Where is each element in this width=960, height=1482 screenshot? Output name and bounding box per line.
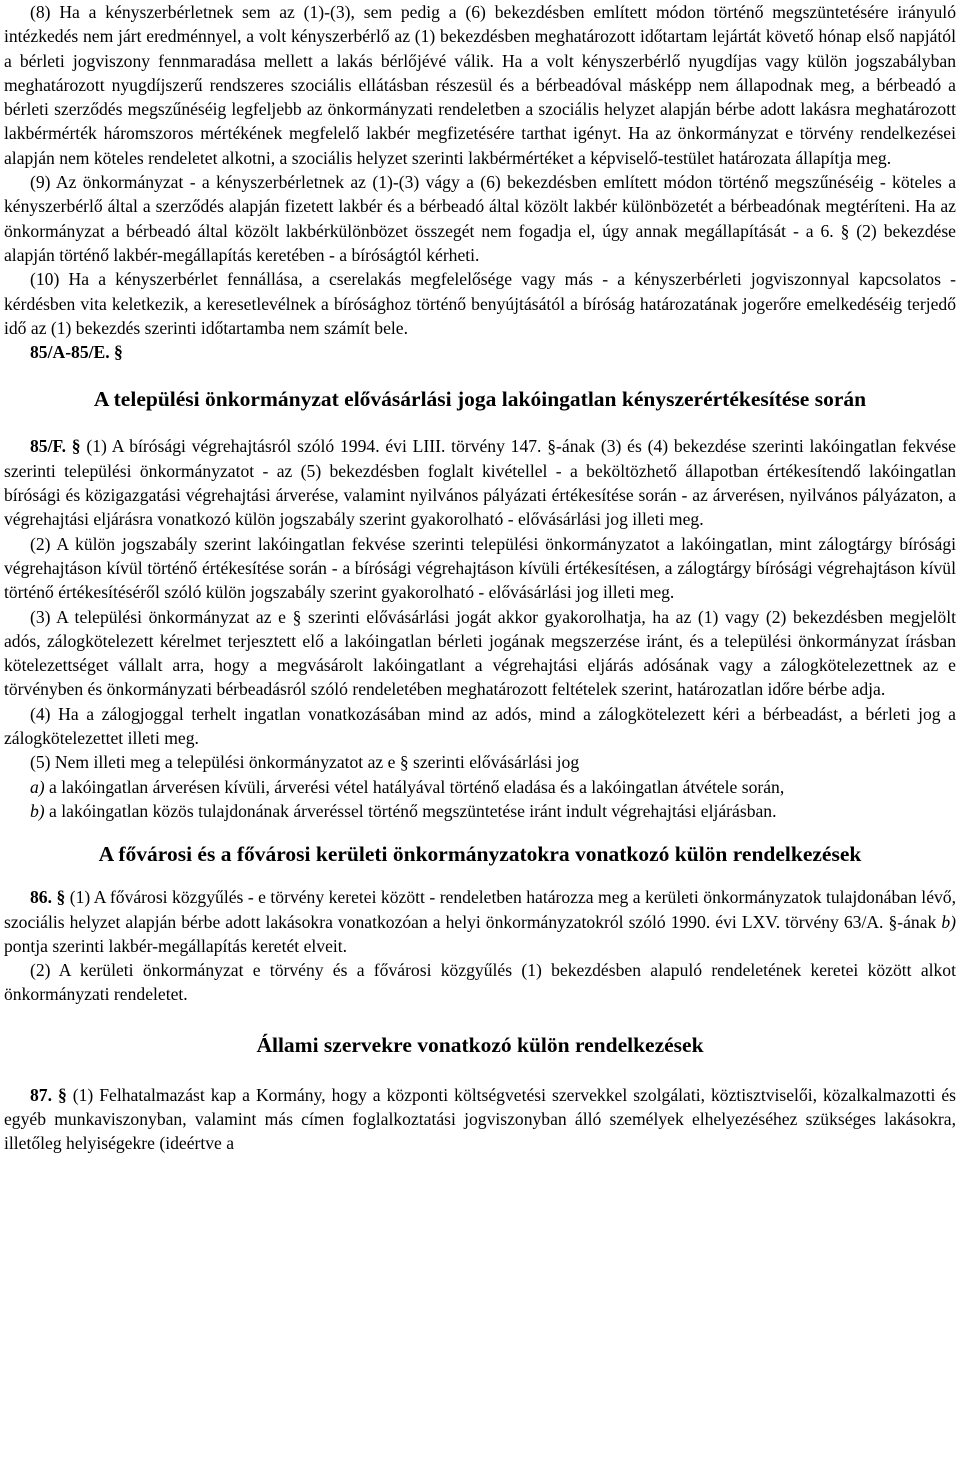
point-text: a lakóingatlan árverésen kívüli, árverési vétel hatályával történő eladása és a lakóingatlan átvétele során, — [44, 776, 785, 797]
section-number: 85/F. § — [30, 436, 81, 457]
section-85f-paragraph-5: (5) Nem illeti meg a települési önkormányzatot az e § szerinti elővásárlási jog — [30, 752, 580, 773]
point-label: b) — [941, 911, 956, 932]
paragraph-9: (9) Az önkormányzat - a kényszerbérletnek az (1)-(3) vágy a (6) bekezdésben említett módon történő megszűnéséig - köteles a kényszerbérlő által a szerződés alapján fizetett lakbér és a bérbeadó által közölt lakbér különbözetét a bérbeadónak megtéríteni. Ha az önkormányzat a bérbeadó által közölt lakbérkülönbözet összegét nem fogadja el, úgy annak megállapítását - a 6. § (2) bekezdése alapján történő lakbér-megállapítás keretében - a bíróságtól kérheti. — [4, 172, 956, 265]
paragraph-text: (1) A fővárosi közgyűlés - e törvény keretei között - rendeletben határozza meg a kerületi önkormányzatok tulajdonában lévő, szociális helyzet alapján bérbe adott lakásokra vonatkozóan a helyi önkormányzatokról szóló 1990. évi LXV. törvény 63/A. §-ának — [4, 887, 956, 932]
point-text: a lakóingatlan közös tulajdonának árveréssel történő megszüntetése iránt indult végrehajtási eljárásban. — [44, 800, 777, 821]
section-number: 87. § — [30, 1084, 67, 1105]
section-85f-paragraph-4: (4) Ha a zálogjoggal terhelt ingatlan vonatkozásában mind az adós, mind a zálogkötelezett kéri a bérbeadást, a bérleti jog a zálogkötelezettet illeti meg. — [4, 703, 956, 749]
section-85f-point-b — [4, 799, 956, 823]
section-85f-paragraph-1 — [4, 434, 956, 531]
section-85a-85e — [4, 340, 956, 364]
section-number: 86. § — [30, 887, 66, 908]
paragraph-text: (1) A bírósági végrehajtásról szóló 1994. évi LIII. törvény 147. §-ának (3) és (4) bekezdése szerinti lakóingatlan fekvése szerinti települési önkormányzatot - az (5) bekezdésben foglalt kivétellel - a beköltözhető állapotban értékesítendő lakóingatlan bírósági és közigazgatási végrehajtási árverése, valamint nyilvános pályázati értékesítése során - az árverésen, nyilvános pályázaton, a végrehajtási eljárásra vonatkozó külön jogszabály szerint gyakorolható - elővásárlási jog illeti meg. — [4, 436, 956, 530]
section-heading-fovarosi: A fővárosi és a fővárosi kerületi önkormányzatokra vonatkozó külön rendelkezések — [98, 842, 862, 867]
section-87-paragraph-1 — [4, 1083, 956, 1156]
section-number: 85/A-85/E. § — [30, 342, 123, 363]
paragraph-10: (10) Ha a kényszerbérlet fennállása, a cserelakás megfelelősége vagy más - a kényszerbérleti jogviszonnyal kapcsolatos - kérdésben vita keletkezik, a keresetlevélnek a bírósághoz történő benyújtásától a bíróság határozatának jogerőre emelkedéséig terjedő idő az (1) bekezdés szerinti időtartamba nem számít bele. — [4, 269, 956, 338]
section-heading-elovasarlasi-jog: A települési önkormányzat elővásárlási joga lakóingatlan kényszerértékesítése során — [93, 387, 867, 412]
section-86-paragraph-1 — [4, 885, 956, 958]
section-85f-point-a — [4, 775, 956, 799]
section-85f-paragraph-2: (2) A külön jogszabály szerint lakóingatlan fekvése szerinti települési önkormányzatot a lakóingatlan, mint zálogtárgy bírósági végrehajtáson kívül történő értékesítése során - a bírósági végrehajtáson kívüli értékesítésen, a zálogtárgy bírósági végrehajtáson kívül történő értékesítéséről szóló külön jogszabály szerint gyakorolható - elővásárlási jog illeti meg. — [4, 533, 956, 603]
point-label: b) — [30, 800, 45, 821]
section-86-paragraph-2: (2) A kerületi önkormányzat e törvény és a fővárosi közgyűlés (1) bekezdésben alapuló rendeletének keretei között alkot önkormányzati rendeletet. — [4, 960, 956, 1005]
paragraph-text-cont: pontja szerinti lakbér-megállapítás keretét elveit. — [4, 935, 348, 956]
point-label: a) — [30, 776, 45, 797]
section-85f-paragraph-3: (3) A települési önkormányzat az e § szerinti elővásárlási jogát akkor gyakorolhatja, ha az (1) vagy (2) bekezdésben megjelölt adós, zálogkötelezett kérelmet terjesztett elő a lakóingatlan bérleti jogának megszerzése iránt, és a települési önkormányzat írásban kötelezettséget vállalt arra, hogy a megvásárolt lakóingatlant a végrehajtási eljárás adósának vagy a zálogkötelezettnek az e törvényben és önkormányzati bérbeadásról szóló rendeletében meghatározott feltételek szerint, határozatlan időre bérbe adja. — [4, 606, 956, 700]
section-heading-allami-szervek: Állami szervekre vonatkozó külön rendelkezések — [256, 1032, 704, 1057]
paragraph-text: (1) Felhatalmazást kap a Kormány, hogy a központi költségvetési szervekkel szolgálati, köztisztviselői, közalkalmazotti és egyéb munkaviszonyban, valamint más címen foglalkoztatási jogviszonyban álló személyek elhelyezéséhez szükséges lakásokra, illetőleg helyiségekre (ideértve a — [4, 1084, 957, 1154]
paragraph-8: (8) Ha a kényszerbérletnek sem az (1)-(3), sem pedig a (6) bekezdésben említett módon történő megszüntetésére irányuló intézkedés nem járt eredménnyel, a volt kényszerbérlő az (1) bekezdésben meghatározott időtartam lejártát követő hónap első napjától a bérleti jogviszony fennmaradása mellett a lakás bérlőjévé válik. Ha a volt kényszerbérlő nyugdíjas vagy külön jogszabályban meghatározott nyugdíjszerű rendszeres szociális ellátásban részesül és a bérbeadóval másképp nem állapodnak meg, a bérbeadó a bérleti szerződés megszűnéséig legfeljebb az önkormányzati rendeletben a szociális helyzet alapján bérbe adott lakásra meghatározott lakbérmérték háromszoros mértékének megfelelő lakbér megfizetésére tarthat igényt. Ha az önkormányzat e törvény rendelkezései alapján nem köteles rendeletet alkotni, a szociális helyzet szerinti lakbérmértéket a képviselő-testület határozata állapítja meg. — [4, 2, 956, 168]
